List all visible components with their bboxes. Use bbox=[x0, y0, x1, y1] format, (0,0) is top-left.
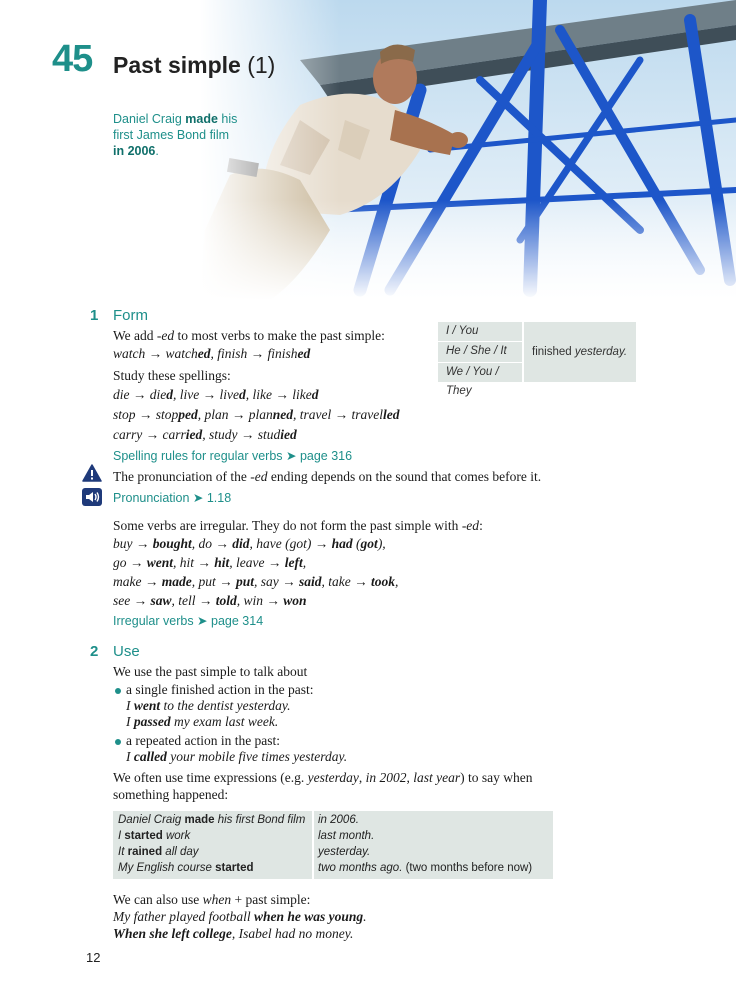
text: . bbox=[367, 846, 371, 858]
when-intro bbox=[113, 891, 310, 909]
text: ( bbox=[352, 536, 361, 551]
spelling-rules-link[interactable]: Spelling rules for regular verbs ➤ page 316 bbox=[113, 449, 353, 463]
text: It bbox=[118, 846, 128, 858]
text: , bbox=[302, 555, 307, 570]
text: . bbox=[355, 814, 359, 826]
text-italic: -ed bbox=[250, 469, 268, 484]
text: , leave → bbox=[229, 555, 285, 570]
page-number: 12 bbox=[86, 950, 101, 965]
text: , win → bbox=[236, 593, 284, 608]
text-italic: yesterday bbox=[307, 770, 359, 785]
text: die → die bbox=[113, 387, 167, 402]
text: We often use time expressions (e.g. bbox=[113, 770, 308, 785]
spelling-example bbox=[113, 386, 318, 404]
text: all day bbox=[162, 846, 199, 858]
text-bold: d bbox=[238, 387, 246, 402]
speaker-icon bbox=[82, 488, 102, 506]
text: , like → like bbox=[245, 387, 312, 402]
text-bold: rained bbox=[127, 846, 163, 858]
text-bold: ed bbox=[297, 346, 311, 361]
text: , tell → bbox=[171, 593, 216, 608]
use-example bbox=[126, 713, 278, 731]
text-bold: started bbox=[124, 830, 163, 842]
caption-text: . bbox=[155, 144, 159, 158]
table-cell-subject: We / You / They bbox=[438, 363, 522, 382]
text: (two months before now) bbox=[402, 862, 533, 874]
text-bold: got bbox=[360, 536, 378, 551]
text: carry → carr bbox=[113, 427, 186, 442]
audio-icon[interactable] bbox=[82, 488, 102, 506]
text-bold: saw bbox=[150, 593, 172, 608]
table-cell-action bbox=[118, 828, 190, 844]
text-bold: took bbox=[371, 574, 396, 589]
spelling-example bbox=[113, 406, 400, 424]
text-bold: hit bbox=[214, 555, 230, 570]
section-number: 2 bbox=[90, 643, 99, 660]
irregular-example bbox=[113, 535, 386, 553]
text: his first Bond film bbox=[214, 814, 306, 826]
form-intro bbox=[113, 327, 385, 345]
text-bold: When she left college bbox=[113, 926, 232, 941]
irregular-intro bbox=[113, 517, 483, 535]
text-bold: passed bbox=[133, 714, 171, 729]
caption-bold: in 2006 bbox=[113, 144, 156, 158]
use-bullet: a repeated action in the past: bbox=[126, 733, 281, 748]
text-bold: put bbox=[236, 574, 255, 589]
text: , take → bbox=[321, 574, 372, 589]
text: . bbox=[363, 909, 367, 924]
unit-title-text: Past simple bbox=[113, 52, 241, 78]
time-expressions-text: something happened: bbox=[113, 787, 229, 802]
text: see → bbox=[113, 593, 151, 608]
photo-caption bbox=[113, 111, 243, 159]
text-bold: left bbox=[284, 555, 303, 570]
text-bold: d bbox=[311, 387, 319, 402]
section-title-form: Form bbox=[113, 307, 148, 324]
text: to the dentist yesterday. bbox=[160, 698, 291, 713]
text-bold: bought bbox=[152, 536, 192, 551]
table-cell-action bbox=[118, 812, 305, 828]
table-cell-time bbox=[318, 812, 359, 828]
text: in 2006 bbox=[318, 814, 356, 826]
caption-bold: made bbox=[185, 112, 218, 126]
text: stop → stop bbox=[113, 407, 179, 422]
text-bold: ied bbox=[185, 427, 203, 442]
text: We can also use bbox=[113, 892, 203, 907]
text: I bbox=[126, 698, 134, 713]
text: . bbox=[371, 830, 375, 842]
text: yesterday bbox=[318, 846, 368, 858]
text: , say → bbox=[254, 574, 300, 589]
text: two months ago bbox=[318, 862, 400, 874]
table-cell-verb bbox=[524, 322, 636, 382]
table-divider bbox=[312, 811, 314, 879]
spelling-intro: Study these spellings: bbox=[113, 368, 231, 383]
time-expressions-text bbox=[113, 769, 532, 787]
text: Daniel Craig bbox=[118, 814, 185, 826]
text-bold: said bbox=[299, 574, 322, 589]
table-cell-action bbox=[118, 844, 199, 860]
text-bold: started bbox=[215, 862, 254, 874]
text: , finish → finish bbox=[210, 346, 298, 361]
text: , plan → plan bbox=[197, 407, 273, 422]
text: We add bbox=[113, 328, 157, 343]
text-bold: led bbox=[383, 407, 400, 422]
text: , hit → bbox=[173, 555, 215, 570]
warning-icon bbox=[82, 464, 102, 482]
text: My English course bbox=[118, 862, 216, 874]
text-italic: -ed bbox=[156, 328, 175, 343]
caption-text: Daniel Craig bbox=[113, 112, 186, 126]
unit-number: 45 bbox=[52, 38, 93, 80]
text: to most verbs to make the past simple: bbox=[174, 328, 385, 343]
text: ending depends on the sound that comes before it. bbox=[267, 469, 542, 484]
table-cell-subject: He / She / It bbox=[438, 342, 522, 362]
text-bold: called bbox=[133, 749, 167, 764]
pronunciation-note bbox=[113, 468, 541, 486]
text: , bbox=[358, 770, 366, 785]
text-bold: went bbox=[133, 698, 161, 713]
text: . bbox=[399, 862, 403, 874]
when-example bbox=[113, 925, 353, 943]
form-table bbox=[438, 322, 636, 397]
text-bold: when he was young bbox=[253, 909, 364, 924]
text: ) to say when bbox=[460, 770, 533, 785]
pronunciation-link[interactable]: Pronunciation ➤ 1.18 bbox=[113, 491, 232, 505]
text-bold: won bbox=[283, 593, 307, 608]
text: , travel → travel bbox=[293, 407, 384, 422]
text-italic: when bbox=[202, 892, 232, 907]
text: , bbox=[395, 574, 399, 589]
use-example bbox=[126, 748, 347, 766]
section-title-use: Use bbox=[113, 643, 140, 660]
text-bold: had bbox=[331, 536, 353, 551]
text: last month bbox=[318, 830, 372, 842]
text: , live → live bbox=[173, 387, 239, 402]
irregular-verbs-link[interactable]: Irregular verbs ➤ page 314 bbox=[113, 614, 264, 628]
bullet-icon bbox=[115, 688, 121, 694]
text: My father played football bbox=[113, 909, 254, 924]
text-bold: ned bbox=[272, 407, 294, 422]
unit-title bbox=[113, 52, 275, 79]
text: I bbox=[126, 749, 134, 764]
text-bold: d bbox=[166, 387, 173, 402]
text-italic: -ed bbox=[461, 518, 480, 533]
text-bold: ed bbox=[197, 346, 211, 361]
hero-illustration bbox=[0, 0, 736, 300]
table-verb: finished bbox=[532, 346, 572, 358]
table-cell-time bbox=[318, 860, 532, 876]
text: + past simple: bbox=[231, 892, 311, 907]
text-italic: last year bbox=[413, 770, 461, 785]
text-bold: ped bbox=[178, 407, 198, 422]
text-italic: in 2002 bbox=[365, 770, 407, 785]
when-example bbox=[113, 908, 367, 926]
bullet-icon bbox=[115, 739, 121, 745]
text: , bbox=[406, 770, 414, 785]
text: : bbox=[479, 518, 483, 533]
text: The pronunciation of the bbox=[113, 469, 251, 484]
table-cell-action bbox=[118, 860, 254, 876]
text: ), bbox=[377, 536, 386, 551]
table-cell-subject: I / You bbox=[438, 322, 522, 341]
table-verb-rest: yesterday. bbox=[571, 346, 628, 358]
text-bold: told bbox=[215, 593, 237, 608]
text: I bbox=[126, 714, 134, 729]
text: work bbox=[162, 830, 191, 842]
text: , Isabel had no money. bbox=[231, 926, 354, 941]
text-bold: ied bbox=[280, 427, 297, 442]
text: , have (got) → bbox=[249, 536, 332, 551]
table-cell-time bbox=[318, 828, 374, 844]
use-intro: We use the past simple to talk about bbox=[113, 664, 308, 679]
use-bullet: a single finished action in the past: bbox=[126, 682, 314, 697]
text: , put → bbox=[191, 574, 236, 589]
text-bold: made bbox=[161, 574, 192, 589]
text-bold: went bbox=[146, 555, 174, 570]
text: Some verbs are irregular. They do not form the past simple with bbox=[113, 518, 462, 533]
form-example bbox=[113, 345, 310, 363]
irregular-example bbox=[113, 592, 307, 610]
text: make → bbox=[113, 574, 162, 589]
caption-text: his first James Bond film bbox=[113, 112, 238, 142]
text: buy → bbox=[113, 536, 153, 551]
text: my exam last week. bbox=[170, 714, 279, 729]
table-cell-time bbox=[318, 844, 370, 860]
text: go → bbox=[113, 555, 147, 570]
text-bold: did bbox=[232, 536, 250, 551]
text: , study → stud bbox=[202, 427, 281, 442]
spelling-example bbox=[113, 426, 297, 444]
text: watch → watch bbox=[113, 346, 198, 361]
text-bold: made bbox=[184, 814, 215, 826]
irregular-example bbox=[113, 573, 398, 591]
unit-title-part: (1) bbox=[247, 52, 276, 78]
text: I bbox=[118, 830, 125, 842]
text: your mobile five times yesterday. bbox=[166, 749, 348, 764]
irregular-example bbox=[113, 554, 306, 572]
bridge-scene-graphic bbox=[0, 0, 736, 300]
text: , do → bbox=[191, 536, 233, 551]
section-number: 1 bbox=[90, 307, 99, 324]
